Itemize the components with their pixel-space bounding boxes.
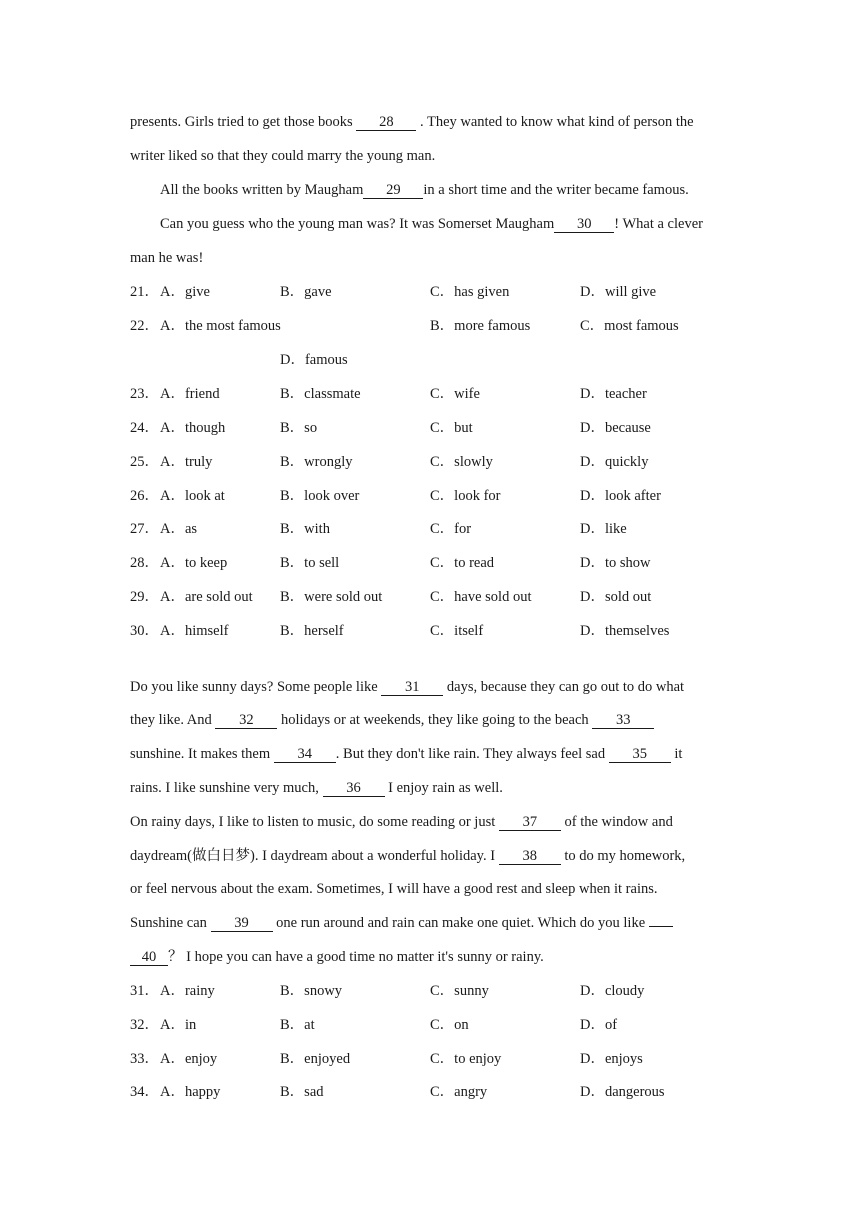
question-25 (130, 452, 730, 472)
question-31 (130, 981, 730, 1001)
option-a: A．to keep (160, 555, 228, 571)
option-d: D．themselves (580, 623, 670, 639)
option-c: C．wife (430, 386, 480, 402)
option-c: C．most famous (580, 318, 679, 334)
question-34 (130, 1082, 730, 1102)
question-number: 24． (130, 420, 159, 436)
text: On rainy days, I like to listen to music, do some reading or just (130, 814, 499, 830)
passage1-line-1 (130, 112, 694, 132)
option-a: A．enjoy (160, 1051, 218, 1067)
passage2-line-8 (130, 913, 673, 933)
option-b: B．to sell (280, 555, 340, 571)
option-b: B．enjoyed (280, 1051, 351, 1067)
option-b: B．wrongly (280, 454, 353, 470)
text: . But they don't like rain. They always feel sad (335, 746, 609, 762)
question-24 (130, 418, 730, 438)
text: holidays or at weekends, they like going to the beach (277, 712, 593, 728)
option-a: A．in (160, 1017, 197, 1033)
text: one run around and rain can make one quiet. Which do you like (272, 915, 649, 931)
option-d: D．like (580, 521, 627, 537)
question-33 (130, 1049, 730, 1069)
blank-29: 29 (363, 182, 423, 199)
text: days, because they can go out to do what (443, 679, 685, 695)
option-a: A．give (160, 284, 210, 300)
passage2-line-7: or feel nervous about the exam. Sometimes, I will have a good rest and sleep when it rains. (130, 881, 658, 897)
option-b: B．classmate (280, 386, 361, 402)
question-number: 21． (130, 284, 159, 300)
option-b: B．gave (280, 284, 332, 300)
option-c: C．slowly (430, 454, 493, 470)
option-d: D．to show (580, 555, 651, 571)
option-d: D．teacher (580, 386, 647, 402)
option-c: C．angry (430, 1084, 488, 1100)
question-number: 32． (130, 1017, 159, 1033)
passage2-line-3 (130, 744, 682, 764)
text: All the books written by Maugham (160, 182, 364, 198)
passage2-line-5 (130, 812, 673, 832)
blank-32: 32 (215, 712, 277, 729)
question-27 (130, 519, 730, 539)
option-b: B．herself (280, 623, 344, 639)
question-22-cont (130, 350, 730, 370)
option-a: A．though (160, 420, 226, 436)
question-number: 22． (130, 318, 159, 334)
question-28 (130, 553, 730, 573)
option-c: C．look for (430, 488, 501, 504)
question-21 (130, 282, 730, 302)
option-b: B．at (280, 1017, 315, 1033)
option-c: C．has given (430, 284, 510, 300)
text: ？ I hope you can have a good time no matter it's sunny or rainy. (168, 949, 544, 965)
option-b: B．were sold out (280, 589, 383, 605)
text: sunshine. It makes them (130, 746, 274, 762)
option-d: D．quickly (580, 454, 649, 470)
option-b: B．with (280, 521, 330, 537)
blank-30: 30 (554, 216, 614, 233)
question-number: 27． (130, 521, 159, 537)
text: Can you guess who the young man was? It was Somerset Maugham (160, 216, 555, 232)
blank-34: 34 (274, 746, 336, 763)
option-d: D．sold out (580, 589, 652, 605)
passage2-line-9 (130, 947, 544, 967)
question-number: 33． (130, 1051, 159, 1067)
option-a: A．as (160, 521, 198, 537)
text: rains. I like sunshine very much, (130, 780, 323, 796)
option-b: B．so (280, 420, 318, 436)
text: presents. Girls tried to get those books (130, 114, 357, 130)
blank-28: 28 (356, 114, 416, 131)
option-d: D．of (580, 1017, 618, 1033)
text: ! What a clever (614, 216, 703, 232)
option-b: B．sad (280, 1084, 324, 1100)
option-a: A．happy (160, 1084, 221, 1100)
option-d: D．dangerous (580, 1084, 665, 1100)
option-c: C．sunny (430, 983, 489, 999)
text: of the window and (560, 814, 673, 830)
option-a: A．are sold out (160, 589, 253, 605)
question-29 (130, 587, 730, 607)
question-32 (130, 1015, 730, 1035)
option-c: C．to enjoy (430, 1051, 502, 1067)
option-c: C．for (430, 521, 472, 537)
text: it (670, 746, 683, 762)
question-22 (130, 316, 730, 336)
question-number: 29． (130, 589, 159, 605)
option-d: D．cloudy (580, 983, 645, 999)
question-23 (130, 384, 730, 404)
option-d: D．because (580, 420, 651, 436)
option-b: B．snowy (280, 983, 343, 999)
question-number: 25． (130, 454, 159, 470)
option-c: C．itself (430, 623, 484, 639)
question-number: 23． (130, 386, 159, 402)
option-a: A．truly (160, 454, 213, 470)
option-d: D．famous (280, 352, 348, 368)
question-number: 31． (130, 983, 159, 999)
passage2-line-1 (130, 677, 684, 697)
passage1-line-5: man he was! (130, 250, 204, 266)
option-a: A．the most famous (160, 318, 281, 334)
text: to do my homework, (560, 848, 686, 864)
question-30 (130, 621, 730, 641)
option-c: C．to read (430, 555, 495, 571)
option-b: B．look over (280, 488, 360, 504)
option-a: A．himself (160, 623, 229, 639)
text: they like. And (130, 712, 216, 728)
question-number: 26． (130, 488, 159, 504)
passage2-line-2 (130, 710, 654, 730)
passage1-line-4 (160, 214, 703, 234)
text: in a short time and the writer became famous. (423, 182, 689, 198)
text: Sunshine can (130, 915, 211, 931)
blank-33: 33 (592, 712, 654, 729)
blank-40: 40 (130, 949, 168, 966)
passage2-line-4 (130, 778, 503, 798)
option-c: C．on (430, 1017, 469, 1033)
blank-35: 35 (609, 746, 671, 763)
option-c: C．have sold out (430, 589, 532, 605)
option-a: A．friend (160, 386, 220, 402)
blank-31: 31 (381, 679, 443, 696)
question-26 (130, 486, 730, 506)
passage2-line-6 (130, 846, 685, 866)
question-number: 28． (130, 555, 159, 571)
text: I enjoy rain as well. (384, 780, 503, 796)
blank-40-start (649, 926, 673, 927)
option-d: D．look after (580, 488, 661, 504)
option-b: B．more famous (430, 318, 531, 334)
option-c: C．but (430, 420, 473, 436)
passage1-line-3 (160, 180, 689, 200)
question-number: 34． (130, 1084, 159, 1100)
blank-36: 36 (323, 780, 385, 797)
blank-37: 37 (499, 814, 561, 831)
blank-38: 38 (499, 848, 561, 865)
blank-39: 39 (211, 915, 273, 932)
option-a: A．look at (160, 488, 225, 504)
question-number: 30． (130, 623, 159, 639)
text: . They wanted to know what kind of person the (416, 114, 694, 130)
option-d: D．will give (580, 284, 657, 300)
text: daydream(做白日梦). I daydream about a wonderful holiday. I (130, 848, 499, 864)
option-a: A．rainy (160, 983, 215, 999)
option-d: D．enjoys (580, 1051, 643, 1067)
passage1-line-2: writer liked so that they could marry the young man. (130, 148, 436, 164)
text: Do you like sunny days? Some people like (130, 679, 382, 695)
